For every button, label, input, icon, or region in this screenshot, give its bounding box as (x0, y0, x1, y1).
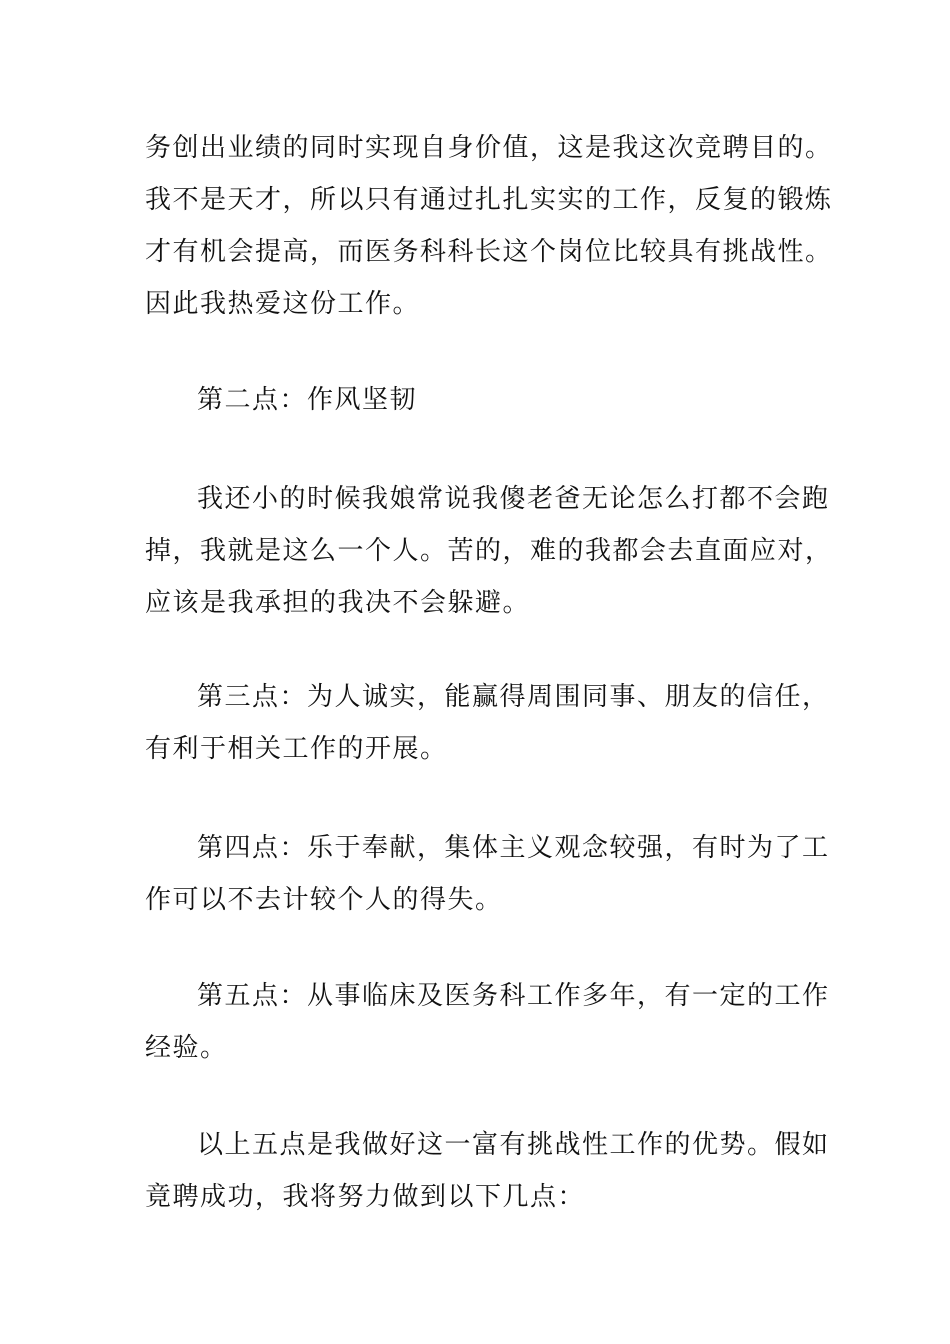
heading-point-2: 第二点：作风坚韧 (197, 385, 418, 415)
paragraph-line: 作可以不去计较个人的得失。 (145, 885, 503, 915)
paragraph-line: 经验。 (145, 1033, 228, 1063)
paragraph-line: 掉，我就是这么一个人。苦的，难的我都会去直面应对， (145, 536, 833, 566)
paragraph-line: 第五点：从事临床及医务科工作多年，有一定的工作 (197, 981, 830, 1011)
paragraph-line: 才有机会提高，而医务科科长这个岗位比较具有挑战性。 (145, 237, 833, 267)
paragraph-line: 竟聘成功，我将努力做到以下几点： (145, 1182, 586, 1212)
paragraph-line: 我还小的时候我娘常说我傻老爸无论怎么打都不会跑 (197, 484, 830, 514)
paragraph-line: 务创出业绩的同时实现自身价值，这是我这次竞聘目的。 (145, 133, 833, 163)
paragraph-line: 应该是我承担的我决不会躲避。 (145, 588, 531, 618)
paragraph-line: 第三点：为人诚实，能赢得周围同事、朋友的信任， (197, 682, 830, 712)
paragraph-line: 我不是天才，所以只有通过扎扎实实的工作，反复的锻炼 (145, 185, 833, 215)
paragraph-line: 有利于相关工作的开展。 (145, 734, 448, 764)
paragraph-line: 第四点：乐于奉献，集体主义观念较强，有时为了工 (197, 833, 830, 863)
paragraph-line: 因此我热爱这份工作。 (145, 289, 421, 319)
paragraph-line: 以上五点是我做好这一富有挑战性工作的优势。假如 (197, 1130, 830, 1160)
